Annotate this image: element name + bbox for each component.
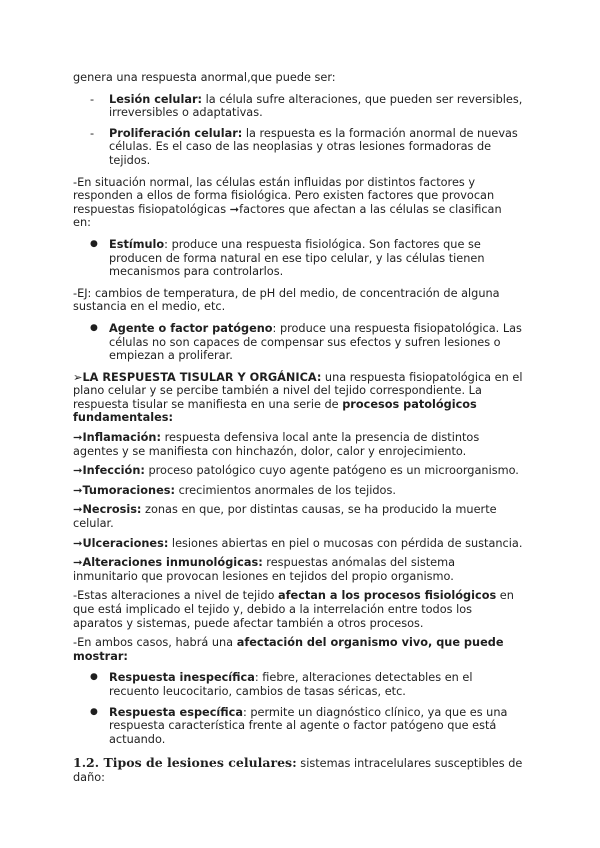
section-term: ➢LA RESPUESTA TISULAR Y ORGÁNICA: <box>73 370 322 384</box>
factor-list <box>73 238 523 279</box>
item-term: Respuesta específica <box>109 705 243 719</box>
paragraph-bold: afectan a los procesos fisiológicos <box>278 589 497 603</box>
proceso-text: zonas en que, por distintas causas, se ha producido la muerte celular. <box>73 503 497 531</box>
proceso-text: respuesta defensiva local ante la presencia de distintos agentes y se manifiesta con hinchazón, dolor, calor y enrojecimiento. <box>73 431 480 458</box>
proceso-paragraph <box>73 464 523 478</box>
paragraph-text: en que está implicado el tejido y, debido a la interrelación entre todos los aparatos y sistemas, puede afectar también a otros procesos. <box>73 589 514 630</box>
item-text: : permite un diagnóstico clínico, ya que es una respuesta característica frente al agente o factor patógeno que está actuando. <box>109 705 508 746</box>
item-term: Proliferación celular: <box>109 126 243 140</box>
item-text: : fiebre, alteraciones detectables en el recuento leucocitario, cambios de tasas séricas, etc. <box>109 671 473 698</box>
item-text: : produce una respuesta fisiológica. Son factores que se producen de forma natural en ese tipo celular, y las células tienen mecanismos para controlarlos. <box>109 237 485 279</box>
proceso-paragraph <box>73 556 523 583</box>
item-text: la célula sufre alteraciones, que pueden ser reversibles, irreversibles o adaptativas. <box>109 92 523 120</box>
section-bold-end: procesos patológicos fundamentales: <box>73 397 477 425</box>
respuesta-tisular-paragraph <box>73 371 523 425</box>
situacion-normal-paragraph: -En situación normal, las células están influidas por distintos factores y responden a ellos de forma fisiológica. Pero existen factores que provocan respuestas fisiopatológicas ➞factores que afectan a las células se clasifican en: <box>73 175 502 230</box>
respuesta-list <box>73 671 523 746</box>
list-item <box>73 322 523 363</box>
bullet-marker: ● <box>90 706 98 717</box>
dash-list <box>73 93 523 168</box>
item-text: la respuesta es la formación anormal de nuevas células. Es el caso de las neoplasias y otras lesiones formadoras de tejidos. <box>109 126 518 167</box>
document-page <box>73 71 523 785</box>
dash-marker: - <box>90 126 95 140</box>
list-item <box>73 238 523 279</box>
paragraph-text: -Estas alteraciones a nivel de tejido <box>73 589 279 603</box>
proceso-term: ➞Necrosis: <box>73 503 142 517</box>
section-heading-text: sistemas intracelulares susceptibles de daño: <box>73 757 523 784</box>
proceso-term: ➞Alteraciones inmunológicas: <box>73 556 263 570</box>
proceso-text: crecimientos anormales de los tejidos. <box>174 483 396 497</box>
ambos-paragraph <box>73 636 523 663</box>
proceso-paragraph <box>73 537 523 551</box>
proceso-text: lesiones abiertas en piel o mucosas con pérdida de sustancia. <box>168 536 523 550</box>
proceso-paragraph <box>73 503 523 530</box>
paragraph-text: -En ambos casos, habrá una <box>73 636 237 650</box>
item-text: : produce una respuesta fisiopatológica. Las células no son capaces de compensar sus efectos y sufren lesiones o empiezan a proliferar. <box>109 321 522 363</box>
section-text: una respuesta fisiopatológica en el plano celular y se percibe también a nivel del tejido correspondiente. La respuesta tisular se manifiesta en una serie de <box>73 370 523 411</box>
bullet-marker: ● <box>90 672 98 683</box>
proceso-term: ➞Ulceraciones: <box>73 536 169 550</box>
intro-text: genera una respuesta anormal,que puede ser: <box>73 71 336 84</box>
list-item <box>73 671 523 698</box>
item-term: Lesión celular: <box>109 92 203 106</box>
item-term: Estímulo <box>109 237 165 251</box>
proceso-text: proceso patológico cuyo agente patógeno es un microorganismo. <box>144 464 519 478</box>
bullet-marker: ● <box>90 322 98 333</box>
proceso-text: respuestas anómalas del sistema inmunitario que provocan lesiones en tejidos del propio organismo. <box>73 556 456 583</box>
proceso-term: ➞Tumoraciones: <box>73 483 175 497</box>
proceso-term: ➞Inflamación: <box>73 431 161 445</box>
section-heading: 1.2. Tipos de lesiones celulares: <box>73 755 297 771</box>
paragraph-bold: afectación del organismo vivo, que puede mostrar: <box>73 636 504 663</box>
item-term: Agente o factor patógeno <box>109 321 273 335</box>
proceso-paragraph <box>73 484 523 498</box>
section-heading-line <box>73 756 523 784</box>
example-paragraph: -EJ: cambios de temperatura, de pH del medio, de concentración de alguna sustancia en el medio, etc. <box>73 286 500 314</box>
list-item <box>73 127 523 168</box>
item-term: Respuesta inespecífica <box>109 671 255 685</box>
list-item <box>73 706 523 747</box>
factor-list <box>73 322 523 363</box>
proceso-term: ➞Infección: <box>73 464 145 478</box>
alteraciones-paragraph <box>73 589 523 630</box>
list-item <box>73 93 523 120</box>
proceso-paragraph <box>73 431 523 458</box>
bullet-marker: ● <box>90 238 98 249</box>
dash-marker: - <box>90 92 95 106</box>
